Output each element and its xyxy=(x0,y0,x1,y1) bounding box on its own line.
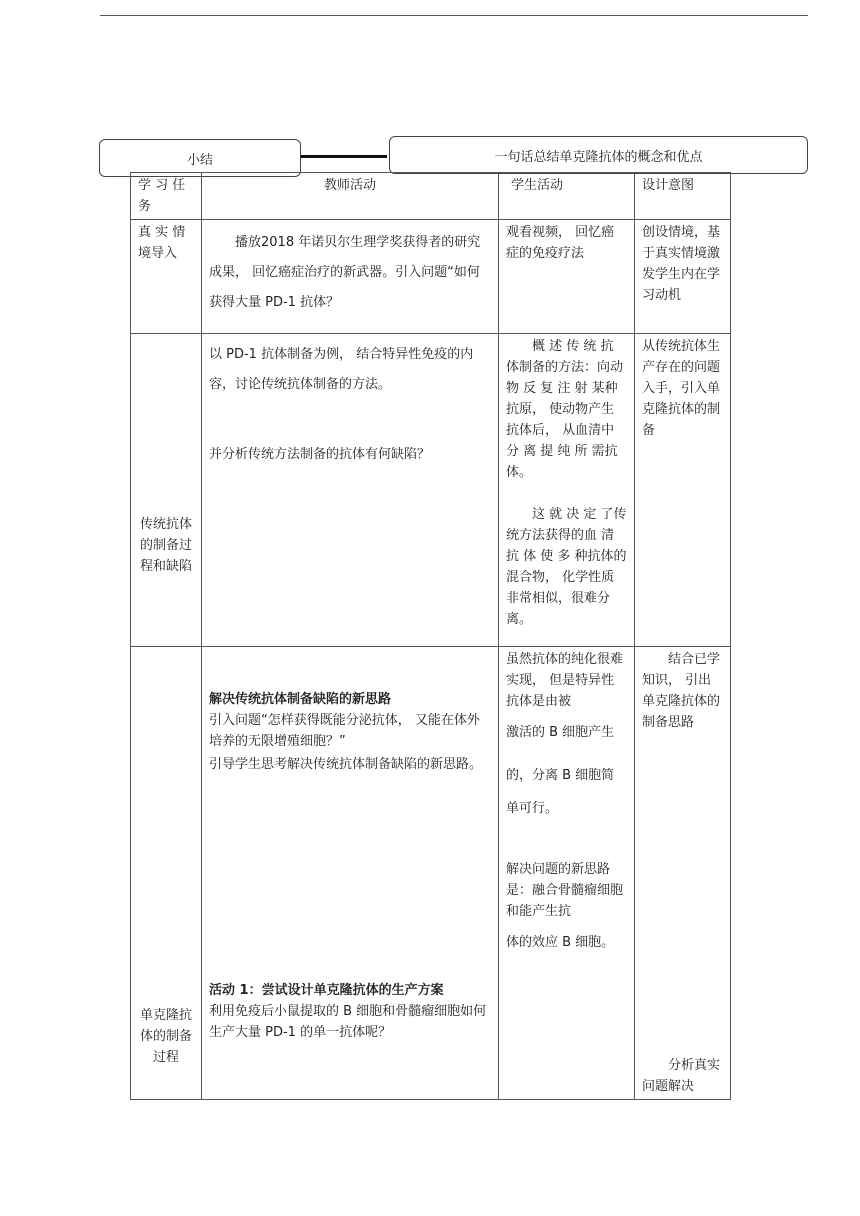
concept-summary-box xyxy=(389,136,808,174)
lesson-plan-table xyxy=(130,172,731,1100)
header-student: 学生活动 xyxy=(499,173,635,220)
student-text: 虽然抗体的纯化很难实现， 但是特异性抗体是由被 xyxy=(506,652,624,709)
task-cell: 传统抗体的制备过程和缺陷 xyxy=(131,334,202,647)
design-text: 结合已学知识， 引出单克隆抗体的制备思路 xyxy=(642,652,721,730)
design-text: 创设情境，基于真实情境激发学生内在学习动机 xyxy=(642,225,721,303)
teacher-text: 利用免疫后小鼠提取的 B 细胞和骨髓瘤细胞如何生产大量 PD-1 的单一抗体呢？ xyxy=(209,1004,487,1040)
concept-summary-label: 一句话总结单克隆抗体的概念和优点 xyxy=(494,149,703,165)
header-teacher: 教师活动 xyxy=(202,173,499,220)
student-text: 激活的 B 细胞产生 xyxy=(506,725,615,740)
task-cell: 真 实 情 境导入 xyxy=(131,220,202,334)
student-cell xyxy=(499,220,635,334)
design-text: 分析真实问题解决 xyxy=(642,1058,721,1094)
student-text: 体的效应 B 细胞。 xyxy=(506,935,615,950)
teacher-text: 播放2018 年诺贝尔生理学奖获得者的研究成果， 回忆癌症治疗的新武器。引入问题“如何获得大量 PD-1 抗体？ xyxy=(209,235,481,310)
teacher-text: 引导学生思考解决传统抗体制备缺陷的新思路。 xyxy=(209,757,483,772)
teacher-text: 并分析传统方法制备的抗体有何缺陷？ xyxy=(209,447,431,462)
teacher-cell xyxy=(202,220,499,334)
table-row xyxy=(131,220,731,334)
summary-label: 小结 xyxy=(186,152,213,168)
student-text: 解决问题的新思路是：融合骨髓瘤细胞和能产生抗 xyxy=(506,862,624,919)
table-row xyxy=(131,334,731,647)
header-task: 学 习 任 务 xyxy=(131,173,202,220)
teacher-cell xyxy=(202,334,499,647)
design-cell xyxy=(635,334,731,647)
teacher-text: 引入问题“怎样获得既能分泌抗体， 又能在体外培养的无限增殖细胞？” xyxy=(209,713,480,749)
student-cell xyxy=(499,647,635,1100)
table-row xyxy=(131,647,731,1100)
student-text: 单可行。 xyxy=(506,801,559,816)
student-cell xyxy=(499,334,635,647)
connector-line xyxy=(301,155,387,158)
activity-heading: 活动 1：尝试设计单克隆抗体的生产方案 xyxy=(209,983,444,998)
student-text: 这 就 决 定 了传统方法获得的血 清 抗 体 使 多 种抗体的混合物， 化学性质非常相似，很难分离。 xyxy=(506,507,627,627)
design-cell xyxy=(635,647,731,1100)
student-text: 观看视频， 回忆癌症的免疫疗法 xyxy=(506,225,615,261)
teacher-text: 以 PD-1 抗体制备为例， 结合特异性免疫的内容，讨论传统抗体制备的方法。 xyxy=(209,347,474,392)
header-rule xyxy=(100,15,808,16)
student-text: 概 述 传 统 抗 体制备的方法：向动 物 反 复 注 射 某种抗原， 使动物产生抗体后， 从血清中 分 离 提 纯 所 需抗体。 xyxy=(506,339,624,480)
teacher-cell xyxy=(202,647,499,1100)
design-cell xyxy=(635,220,731,334)
task-cell: 单克隆抗体的制备过程 xyxy=(131,647,202,1100)
student-text: 的，分离 B 细胞简 xyxy=(506,768,615,783)
header-design: 设计意图 xyxy=(635,173,731,220)
teacher-heading: 解决传统抗体制备缺陷的新思路 xyxy=(209,692,392,707)
table-header-row xyxy=(131,173,731,220)
design-text: 从传统抗体生产存在的问题入手，引入单克隆抗体的制备 xyxy=(642,339,721,438)
